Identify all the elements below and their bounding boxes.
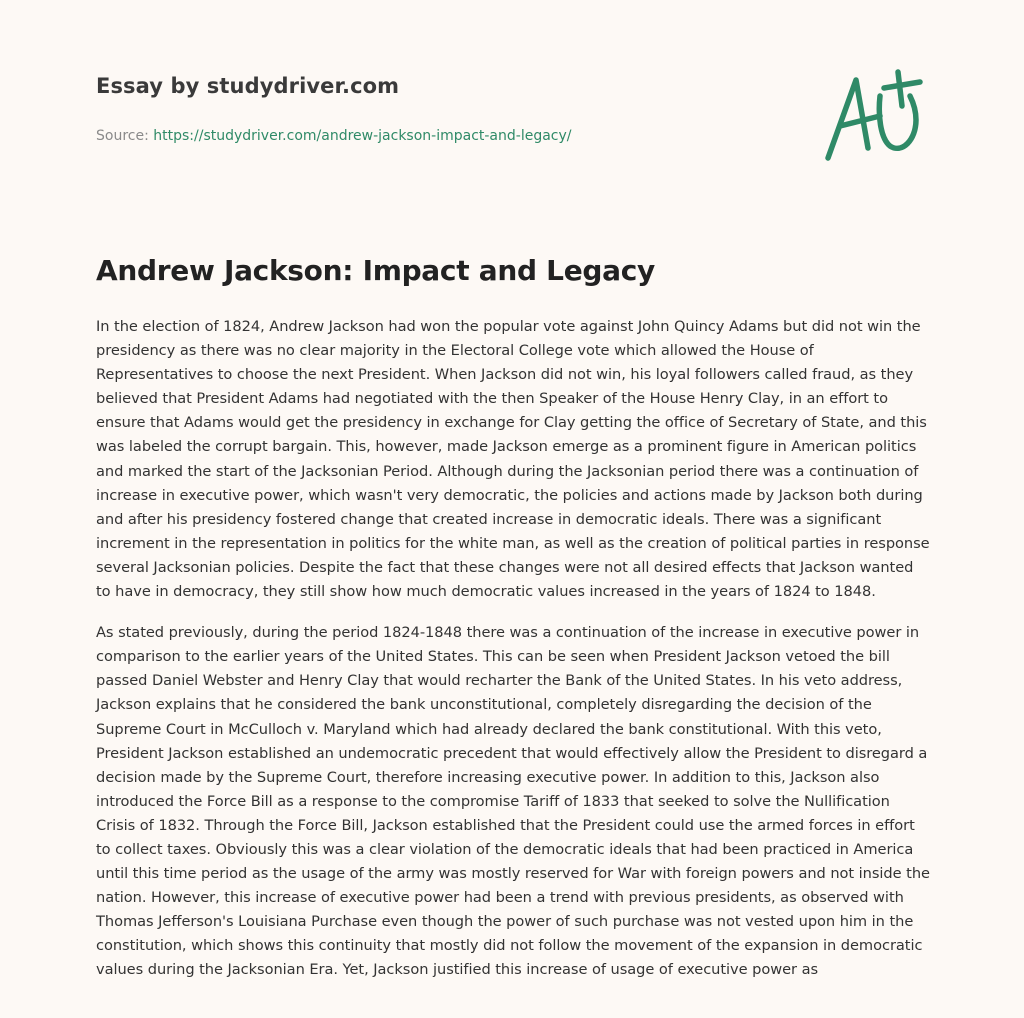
source-label: Source: (96, 128, 154, 144)
page-header (96, 74, 796, 144)
article-body (96, 315, 932, 1000)
source-link[interactable]: https://studydriver.com/andrew-jackson-impact-and-legacy/ (153, 128, 572, 144)
article-paragraph: As stated previously, during the period 1824-1848 there was a continuation of the increase in executive power in comparison to the earlier years of the United States. This can be seen when President Jackson vetoed the bill passed Daniel Webster and Henry Clay that would recharter the Bank of the United States. In his veto address, Jackson explains that he considered the bank unconstitutional, completely disregarding the decision of the Supreme Court in McCulloch v. Maryland which had already declared the bank constitutional. With this veto, President Jackson established an undemocratic precedent that would effectively allow the President to disregard a decision made by the Supreme Court, therefore increasing executive power. In addition to this, Jackson also introduced the Force Bill as a response to the compromise Tariff of 1833 that seeked to solve the Nullification Crisis of 1832. Through the Force Bill, Jackson established that the President could use the armed forces in effort to collect taxes. Obviously this was a clear violation of the democratic ideals that had been practiced in America until this time period as the usage of the army was mostly reserved for War with foreign powers and not inside the nation. However, this increase of executive power had been a trend with previous presidents, as observed with Thomas Jefferson's Louisiana Purchase even though the power of such purchase was not vested upon him in the constitution, which shows this continuity that mostly did not follow the movement of the expansion in democratic values during the Jacksonian Era. Yet, Jackson justified this increase of usage of executive power as (96, 624, 930, 979)
brand-title: Essay by studydriver.com (96, 74, 400, 98)
article-paragraph: In the election of 1824, Andrew Jackson had won the popular vote against John Quincy Adams but did not win the presidency as there was no clear majority in the Electoral College vote which allowed the House of Representatives to choose the next President. When Jackson did not win, his loyal followers called fraud, as they believed that President Adams had negotiated with the then Speaker of the House Henry Clay, in an effort to ensure that Adams would get the presidency in exchange for Clay getting the office of Secretary of State, and this was labeled the corrupt bargain. This, however, made Jackson emerge as a prominent figure in American politics and marked the start of the Jacksonian Period. Although during the Jacksonian period there was a continuation of increase in executive power, which wasn't very democratic, the policies and actions made by Jackson both during and after his presidency fostered change that created increase in democratic ideals. There was a significant increment in the representation in politics for the white man, as well as the creation of political parties in response several Jacksonian policies. Despite the fact that these changes were not all desired effects that Jackson wanted to have in democracy, they still show how much democratic values increased in the years of 1824 to 1848. (96, 318, 930, 601)
a-plus-grade-icon (818, 66, 930, 166)
article-title: Andrew Jackson: Impact and Legacy (96, 254, 655, 287)
source-line (96, 128, 796, 144)
